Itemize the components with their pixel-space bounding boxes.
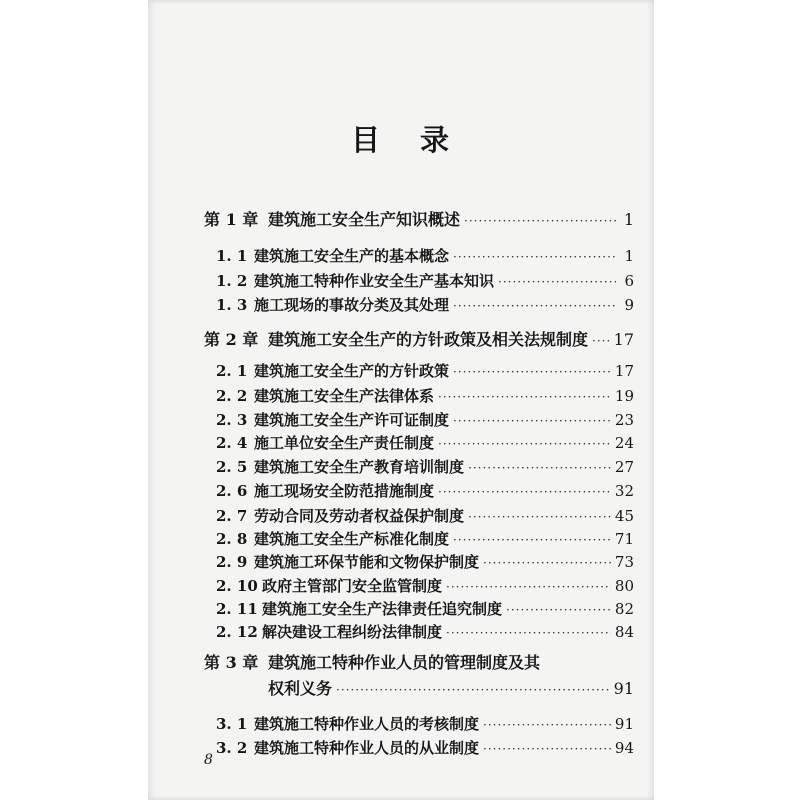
toc-section[interactable] [216,713,634,734]
toc-section[interactable] [216,432,634,453]
dot-leader [438,390,611,404]
toc-number: 2. 2 [216,387,248,405]
toc-number: 2. 6 [216,482,248,500]
dot-leader [446,626,611,640]
toc-page-number: 1 [624,247,634,265]
toc-section[interactable] [216,551,634,572]
dot-leader [498,275,616,289]
dot-leader [592,334,610,348]
toc-page-number: 45 [614,507,634,525]
toc-page-number: 91 [614,715,634,733]
toc-page-number: 94 [614,739,634,757]
toc-section[interactable] [216,575,634,596]
dot-leader [438,485,611,499]
toc-title: 政府主管部门安全监管制度 [262,577,443,595]
toc-title: 建筑施工环保节能和文物保护制度 [254,553,480,571]
toc-number: 2. 9 [216,553,248,571]
dot-leader [483,718,611,732]
page-number: 8 [204,752,213,768]
toc-number: 2. 3 [216,411,248,429]
toc-title: 建筑施工特种作业人员的管理制度及其 [268,653,541,672]
toc-number: 3. 1 [216,715,248,733]
toc-page-number: 23 [614,411,634,429]
toc-page-number: 24 [614,434,634,452]
toc-title: 解决建设工程纠纷法律制度 [262,623,443,641]
toc-title: 建筑施工特种作业人员的从业制度 [254,739,480,757]
toc-number: 2. 5 [216,458,248,476]
toc-section[interactable] [216,245,634,266]
toc-page-number: 82 [614,600,634,618]
toc-title: 施工现场的事故分类及其处理 [254,296,450,314]
dot-leader [468,461,611,475]
toc-title: 建筑施工安全生产标准化制度 [254,530,450,548]
dot-leader [438,437,611,451]
dot-leader [483,556,611,570]
toc-page-number: 19 [614,387,634,405]
toc-section[interactable] [216,621,634,642]
toc-page-number: 91 [613,679,634,698]
toc-title: 建筑施工安全生产法律体系 [254,387,435,405]
toc-number: 2. 10 [216,577,258,595]
toc-section[interactable] [216,528,634,549]
toc-section[interactable] [216,270,634,291]
toc-number: 3. 2 [216,739,248,757]
dot-leader [453,299,616,313]
toc-title: 建筑施工安全生产教育培训制度 [254,458,465,476]
toc-number: 1. 2 [216,272,248,290]
toc-section[interactable] [216,505,634,526]
dot-leader [483,742,611,756]
toc-page-number: 6 [624,272,634,290]
toc-title: 建筑施工特种作业安全生产基本知识 [254,272,495,290]
toc-title: 建筑施工安全生产的方针政策 [254,362,450,380]
dot-leader [468,510,611,524]
toc-chapter-continuation[interactable] [268,676,634,699]
toc-number: 1. 1 [216,247,248,265]
toc-page-number: 71 [614,530,634,548]
dot-leader [453,250,616,264]
toc-title: 建筑施工特种作业人员的考核制度 [254,715,480,733]
toc-title: 建筑施工安全生产的基本概念 [254,247,450,265]
toc-page-number: 84 [614,623,634,641]
toc-page-number: 27 [614,458,634,476]
dot-leader [453,365,611,379]
toc-number: 2. 8 [216,530,248,548]
toc-page-number: 1 [623,210,634,229]
toc-number: 第 1 章 [204,210,259,229]
dot-leader [453,414,611,428]
toc-page-number: 32 [614,482,634,500]
toc-title: 劳动合同及劳动者权益保护制度 [254,507,465,525]
toc-section[interactable] [216,480,634,501]
toc-section[interactable] [216,409,634,430]
toc-page-number: 17 [613,330,634,349]
toc-title: 施工现场安全防范措施制度 [254,482,435,500]
dot-leader [453,533,611,547]
dot-leader [464,214,616,228]
toc-page-number: 17 [614,362,634,380]
toc-number: 2. 4 [216,434,248,452]
toc-page-number: 80 [614,577,634,595]
title-char: 目 [350,123,380,157]
toc-title: 建筑施工安全生产的方针政策及相关法规制度 [268,330,589,349]
toc-title: 建筑施工安全生产许可证制度 [254,411,450,429]
title-char: 录 [420,123,450,157]
toc-section[interactable] [216,456,634,477]
toc-number: 2. 7 [216,507,248,525]
toc-page-number: 9 [624,296,634,314]
toc-number: 第 3 章 [204,653,259,672]
toc-chapter[interactable] [204,650,634,673]
toc-section[interactable] [216,598,634,619]
dot-leader [336,683,610,697]
dot-leader [446,580,611,594]
toc-number: 2. 1 [216,362,248,380]
toc-number: 1. 3 [216,296,248,314]
toc-title: 建筑施工安全生产法律责任追究制度 [262,600,503,618]
toc-title: 施工单位安全生产责任制度 [254,434,435,452]
toc-title: 权利义务 [268,679,333,698]
toc-number: 2. 11 [216,600,258,618]
toc-number: 2. 12 [216,623,258,641]
toc-chapter[interactable] [204,327,634,350]
toc-section[interactable] [216,737,634,758]
toc-number: 第 2 章 [204,330,259,349]
toc-section[interactable] [216,294,634,315]
toc-page-number: 73 [614,553,634,571]
toc-chapter[interactable] [204,207,634,230]
toc-title: 建筑施工安全生产知识概述 [268,210,461,229]
toc-section[interactable] [216,360,634,381]
dot-leader [506,603,611,617]
page-title [0,118,800,159]
toc-section[interactable] [216,385,634,406]
